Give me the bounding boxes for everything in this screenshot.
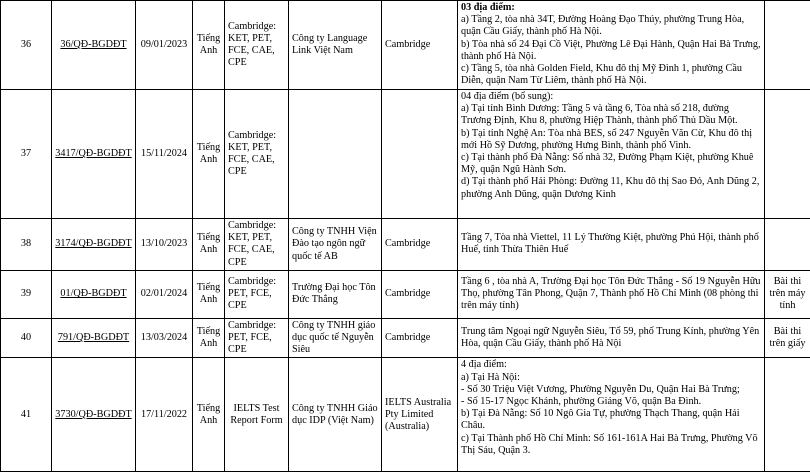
exam-type: Cambridge: KET, PET, FCE, CAE, CPE (225, 90, 289, 219)
partner (382, 90, 458, 219)
locations (458, 318, 765, 358)
organization: Trường Đại học Tôn Đức Thắng (289, 270, 382, 318)
note (765, 219, 810, 271)
language: Tiếng Anh (193, 318, 225, 358)
table-row (1, 1, 810, 90)
note: Bài thi trên giấy (765, 318, 810, 358)
decision-link[interactable]: 3417/QĐ-BGDĐT (55, 148, 131, 159)
partner: Cambridge (382, 219, 458, 271)
decision-number[interactable] (52, 318, 136, 358)
partner: Cambridge (382, 1, 458, 90)
decision-link[interactable]: 01/QĐ-BGDĐT (60, 288, 126, 299)
exam-type: Cambridge: KET, PET, FCE, CAE, CPE (225, 1, 289, 90)
location-line: Tầng 6 , tòa nhà A, Trường Đại học Tôn Đức Thắng - Số 19 Nguyễn Hữu Thọ, phường Tân Phong, Quận 7, Thành phố Hồ Chí Minh (08 phòng thi trên máy tính) (461, 276, 761, 313)
locations (458, 358, 765, 472)
row-number: 36 (1, 1, 52, 90)
language: Tiếng Anh (193, 1, 225, 90)
decision-number[interactable] (52, 270, 136, 318)
row-number: 37 (1, 90, 52, 219)
locations (458, 219, 765, 271)
table-row (1, 90, 810, 219)
exam-type: Cambridge: PET, FCE, CPE (225, 318, 289, 358)
partner: IELTS Australia Pty Limited (Australia) (382, 358, 458, 472)
partner: Cambridge (382, 318, 458, 358)
row-number: 38 (1, 219, 52, 271)
decision-date: 17/11/2022 (136, 358, 193, 472)
location-line: Tầng 7, Tòa nhà Viettel, 11 Lý Thường Kiệt, phường Phú Hội, thành phố Huế, tỉnh Thừa Thiên Huế (461, 232, 761, 256)
locations (458, 90, 765, 219)
organization (289, 90, 382, 219)
table-row (1, 318, 810, 358)
locations (458, 270, 765, 318)
note (765, 90, 810, 219)
row-number: 39 (1, 270, 52, 318)
decision-date: 15/11/2024 (136, 90, 193, 219)
location-line: Trung tâm Ngoại ngữ Nguyễn Siêu, Tổ 59, phố Trung Kính, phường Yên Hòa, quận Cầu Giấy, thành phố Hà Nội (461, 326, 761, 350)
organization: Công ty TNHH Giáo dục IDP (Việt Nam) (289, 358, 382, 472)
decision-number[interactable] (52, 219, 136, 271)
note (765, 1, 810, 90)
location-line: a) Tầng 2, tòa nhà 34T, Đường Hoàng Đạo Thúy, phường Trung Hòa, quận Cầu Giấy, thành phố Hà Nội. (461, 14, 761, 38)
partner: Cambridge (382, 270, 458, 318)
decision-number[interactable] (52, 1, 136, 90)
location-line: 04 địa điểm (bổ sung): (461, 91, 761, 103)
location-line: - Số 30 Triệu Việt Vương, Phường Nguyễn Du, Quận Hai Bà Trưng; (461, 384, 761, 396)
locations (458, 1, 765, 90)
decision-link[interactable]: 3730/QĐ-BGDĐT (55, 409, 131, 420)
location-line: 03 địa điểm: (461, 2, 761, 14)
table-row (1, 219, 810, 271)
language: Tiếng Anh (193, 219, 225, 271)
exam-type: Cambridge: PET, FCE, CPE (225, 270, 289, 318)
decision-number[interactable] (52, 90, 136, 219)
language: Tiếng Anh (193, 90, 225, 219)
table-row (1, 270, 810, 318)
location-line: b) Tại Đà Nẵng: Số 10 Ngô Gia Tự, phường Thạch Thang, quận Hải Châu. (461, 408, 761, 432)
location-line: c) Tại thành phố Đà Nẵng: Số nhà 32, Đường Phạm Kiệt, phường Khuê Mỹ, quận Ngũ Hành Sơn. (461, 152, 761, 176)
decision-link[interactable]: 791/QĐ-BGDĐT (58, 332, 129, 343)
location-line: - Số 15-17 Ngọc Khánh, phường Giảng Võ, quận Ba Đình. (461, 396, 761, 408)
language: Tiếng Anh (193, 358, 225, 472)
table-row (1, 358, 810, 472)
location-line: b) Tại tỉnh Nghệ An: Tòa nhà BES, số 247 Nguyễn Văn Cừ, Khu đô thị mới Hồ Sỹ Dương, phường Hưng Bình, thành phố Vinh. (461, 128, 761, 152)
decision-date: 02/01/2024 (136, 270, 193, 318)
language: Tiếng Anh (193, 270, 225, 318)
exam-type: IELTS Test Report Form (225, 358, 289, 472)
decision-number[interactable] (52, 358, 136, 472)
organization: Công ty Language Link Việt Nam (289, 1, 382, 90)
note (765, 358, 810, 472)
row-number: 41 (1, 358, 52, 472)
row-number: 40 (1, 318, 52, 358)
location-line: 4 địa điểm: (461, 359, 761, 371)
organization: Công ty TNHH giáo dục quốc tế Nguyễn Siêu (289, 318, 382, 358)
location-line: a) Tại tỉnh Bình Dương: Tầng 5 và tầng 6, Tòa nhà số 218, đường Trương Định, Khu 8, phường Hiệp Thành, thành phố Thủ Dầu Một. (461, 103, 761, 127)
location-line: a) Tại Hà Nội: (461, 372, 761, 384)
note: Bài thi trên máy tính (765, 270, 810, 318)
decision-link[interactable]: 36/QĐ-BGDĐT (60, 39, 126, 50)
location-line: c) Tại Thành phố Hồ Chí Minh: Số 161-161A Hai Bà Trưng, Phường Võ Thị Sáu, Quận 3. (461, 433, 761, 457)
decision-link[interactable]: 3174/QĐ-BGDĐT (55, 238, 131, 249)
exam-type: Cambridge: KET, PET, FCE, CAE, CPE (225, 219, 289, 271)
decision-date: 13/10/2023 (136, 219, 193, 271)
location-line: d) Tại thành phố Hải Phòng: Đường 11, Khu đô thị Sao Đỏ, Anh Dũng 2, phường Anh Dũng, quận Dương Kinh (461, 176, 761, 200)
decision-date: 13/03/2024 (136, 318, 193, 358)
location-line: c) Tầng 5, tòa nhà Golden Field, Khu đô thị Mỹ Đình 1, phường Cầu Diễn, quận Nam Từ Liêm, thành phố Hà Nội. (461, 63, 761, 87)
organization: Công ty TNHH Viện Đào tạo ngôn ngữ quốc tế AB (289, 219, 382, 271)
decision-date: 09/01/2023 (136, 1, 193, 90)
location-line: b) Tòa nhà số 24 Đại Cồ Việt, Phường Lê Đại Hành, Quận Hai Bà Trưng, thành phố Hà Nội. (461, 39, 761, 63)
